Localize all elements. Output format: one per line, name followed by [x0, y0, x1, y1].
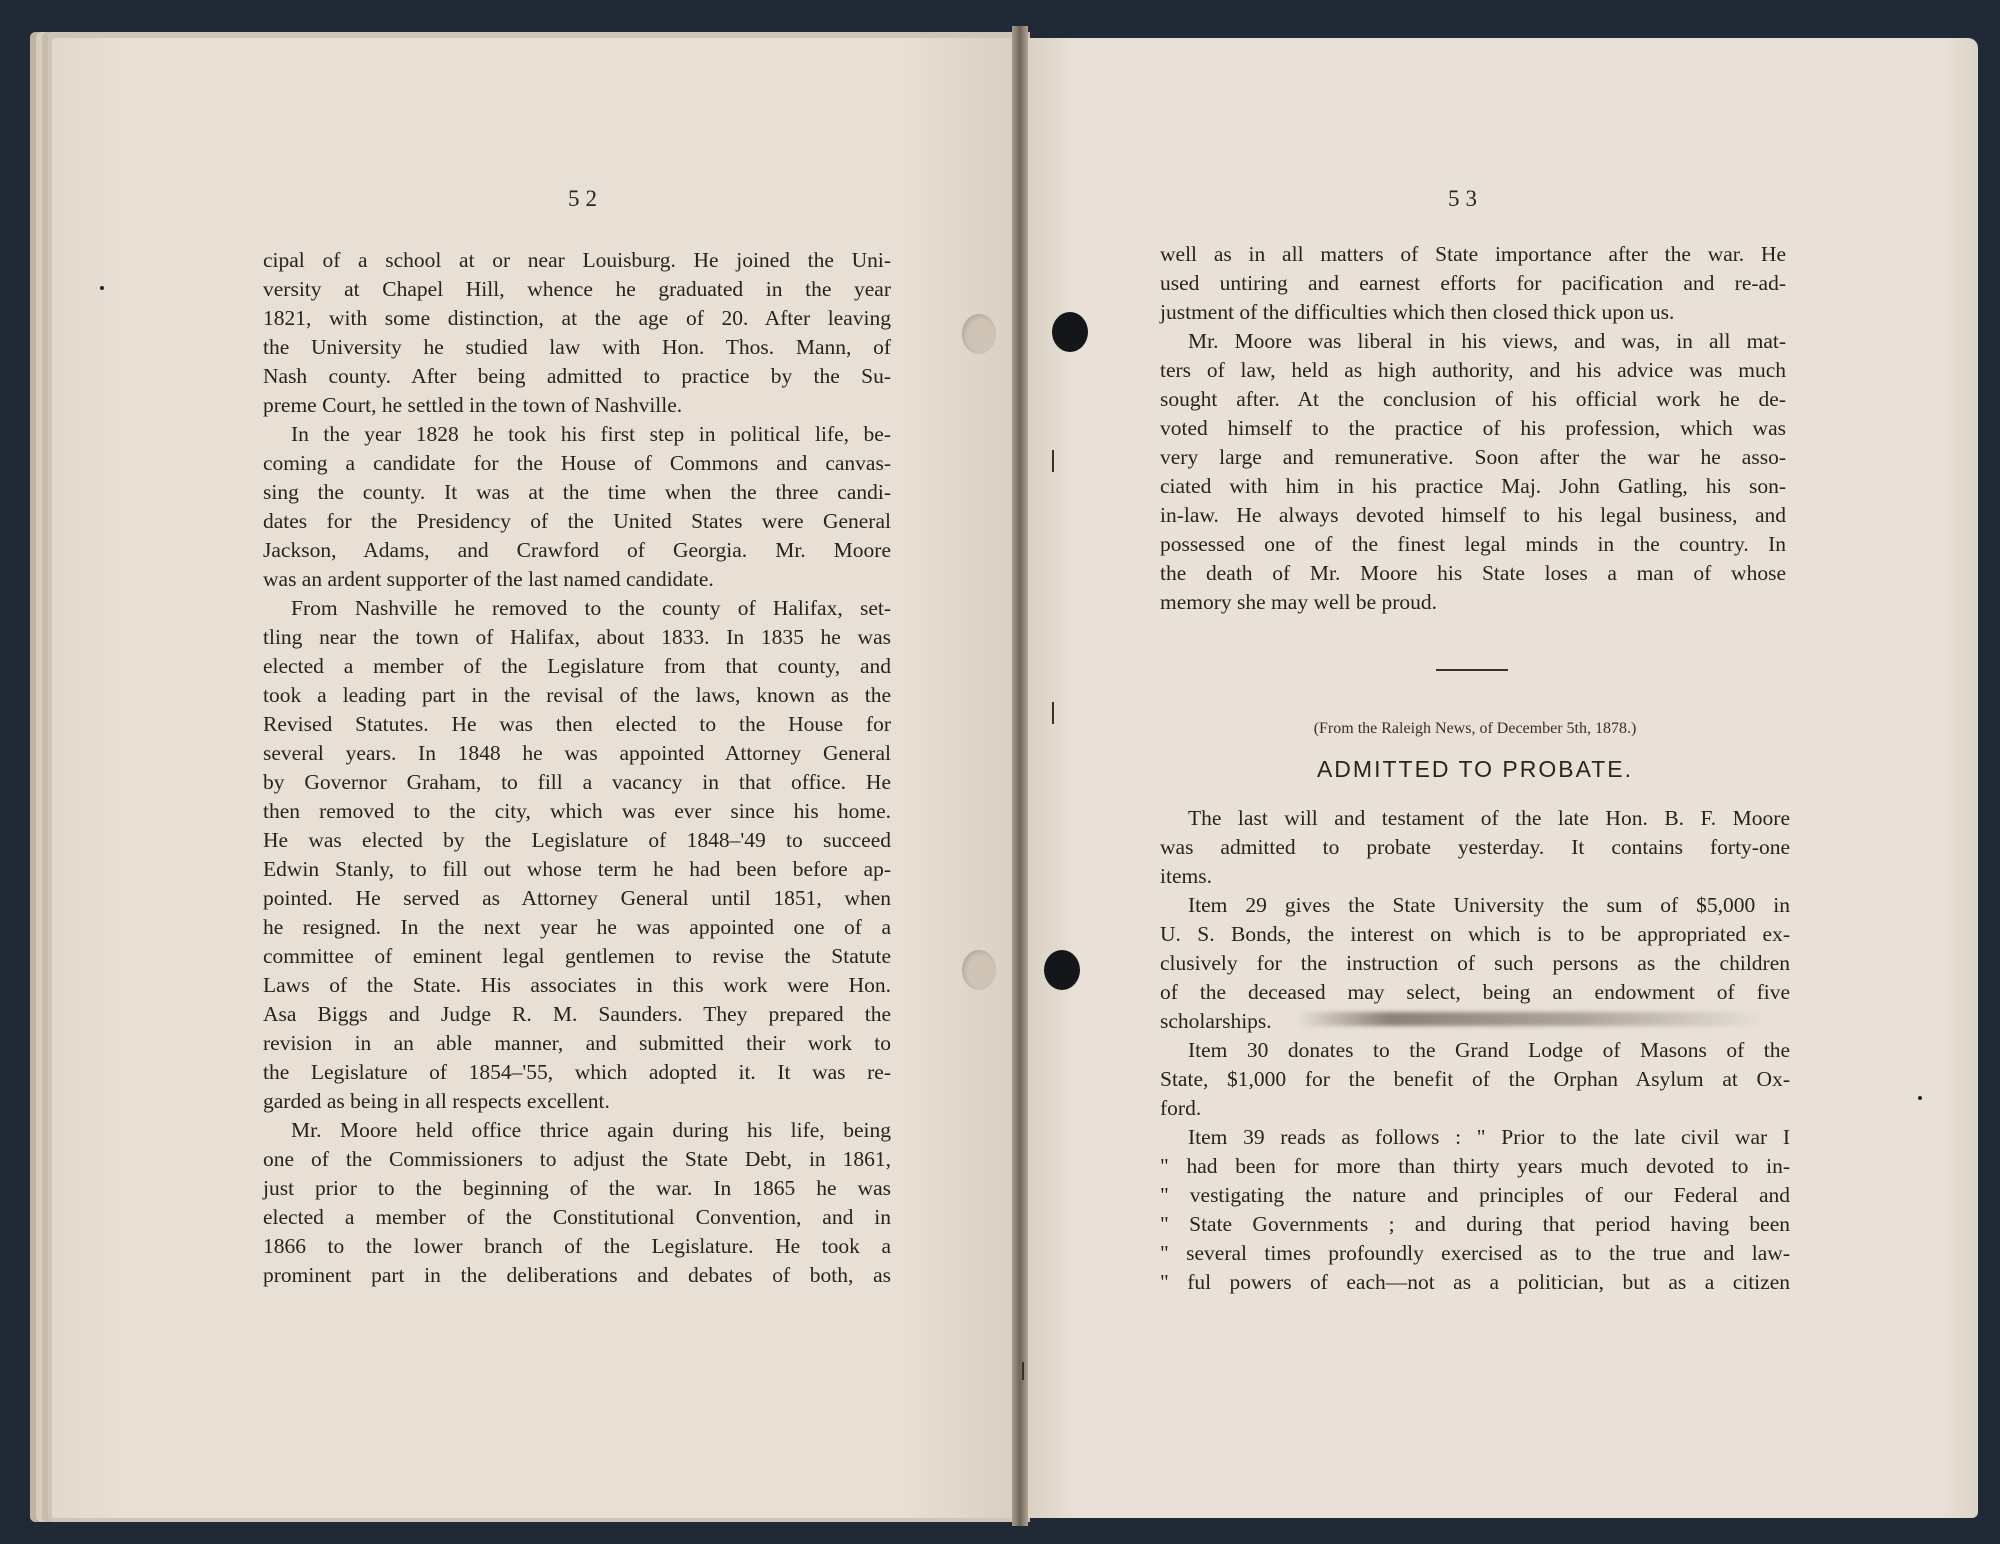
- text-line: The last will and testament of the late Hon. B. F. Moore: [1188, 806, 1790, 830]
- text-line: cipal of a school at or near Louisburg. He joined the Uni-: [263, 248, 891, 272]
- text-line: the Legislature of 1854–'55, which adopted it. It was re-: [263, 1060, 891, 1084]
- text-line: in-law. He always devoted himself to his legal business, and: [1160, 503, 1786, 527]
- text-line: Item 29 gives the State University the sum of $5,000 in: [1188, 893, 1790, 917]
- text-line: State, $1,000 for the benefit of the Orphan Asylum at Ox-: [1160, 1067, 1790, 1091]
- crease-mark: [1052, 702, 1054, 724]
- text-line: Item 39 reads as follows : " Prior to the late civil war I: [1188, 1125, 1790, 1149]
- text-line: elected a member of the Constitutional Convention, and in: [263, 1205, 891, 1229]
- text-line: versity at Chapel Hill, whence he graduated in the year: [263, 277, 891, 301]
- text-line: Nash county. After being admitted to practice by the Su-: [263, 364, 891, 388]
- text-line: tling near the town of Halifax, about 1833. In 1835 he was: [263, 625, 891, 649]
- text-line: used untiring and earnest efforts for pacification and re-ad-: [1160, 271, 1786, 295]
- text-line: sing the county. It was at the time when the three candi-: [263, 480, 891, 504]
- text-line: was admitted to probate yesterday. It contains forty-one: [1160, 835, 1790, 859]
- text-line: garded as being in all respects excellent.: [263, 1089, 610, 1113]
- text-line: In the year 1828 he took his first step in political life, be-: [291, 422, 891, 446]
- crease-mark: [1022, 1362, 1024, 1380]
- text-line: Jackson, Adams, and Crawford of Georgia. Mr. Moore: [263, 538, 891, 562]
- text-line: ford.: [1160, 1096, 1202, 1120]
- text-line: memory she may well be proud.: [1160, 590, 1438, 614]
- text-line: sought after. At the conclusion of his official work he de-: [1160, 387, 1786, 411]
- text-line: revision in an able manner, and submitted their work to: [263, 1031, 891, 1055]
- text-line: ciated with him in his practice Maj. John Gatling, his son-: [1160, 474, 1786, 498]
- text-line: the death of Mr. Moore his State loses a man of whose: [1160, 561, 1786, 585]
- right-page-body-text: [1160, 240, 1786, 617]
- text-line: " State Governments ; and during that period having been: [1160, 1212, 1790, 1236]
- book-gutter: [1012, 26, 1028, 1526]
- crease-mark: [1052, 450, 1054, 472]
- text-line: was an ardent supporter of the last named candidate.: [263, 567, 714, 591]
- text-line: Edwin Stanly, to fill out whose term he had been before ap-: [263, 857, 891, 881]
- text-line: took a leading part in the revisal of the laws, known as the: [263, 683, 891, 707]
- text-line: Laws of the State. His associates in this work were Hon.: [263, 973, 891, 997]
- ink-speck: [1918, 1096, 1922, 1100]
- source-citation: (From the Raleigh News, of December 5th, 1878.): [1313, 720, 1637, 737]
- text-line: He was elected by the Legislature of 1848–'49 to succeed: [263, 828, 891, 852]
- text-line: very large and remunerative. Soon after the war he asso-: [1160, 445, 1786, 469]
- section-heading: ADMITTED TO PROBATE.: [1316, 756, 1634, 782]
- text-line: the University he studied law with Hon. Thos. Mann, of: [263, 335, 891, 359]
- text-line: " several times profoundly exercised as to the true and law-: [1160, 1241, 1790, 1265]
- section-divider-rule: [1436, 669, 1508, 671]
- text-line: 1866 to the lower branch of the Legislature. He took a: [263, 1234, 891, 1258]
- text-line: " vestigating the nature and principles of our Federal and: [1160, 1183, 1790, 1207]
- page-number-right: 53: [1448, 186, 1483, 211]
- text-line: well as in all matters of State importance after the war. He: [1160, 242, 1786, 266]
- text-line: " ful powers of each—not as a politician, but as a citizen: [1160, 1270, 1790, 1294]
- text-line: scholarships.: [1160, 1009, 1272, 1033]
- text-line: by Governor Graham, to fill a vacancy in that office. He: [263, 770, 891, 794]
- text-line: ters of law, held as high authority, and his advice was much: [1160, 358, 1786, 382]
- text-line: pointed. He served as Attorney General until 1851, when: [263, 886, 891, 910]
- binding-hole-left-lower: [962, 950, 996, 990]
- text-line: Revised Statutes. He was then elected to the House for: [263, 712, 891, 736]
- text-line: 1821, with some distinction, at the age of 20. After leaving: [263, 306, 891, 330]
- text-line: " had been for more than thirty years much devoted to in-: [1160, 1154, 1790, 1178]
- binding-hole-right-lower: [1044, 950, 1080, 990]
- ink-smudge: [1296, 1012, 1766, 1026]
- text-line: coming a candidate for the House of Commons and canvas-: [263, 451, 891, 475]
- text-line: just prior to the beginning of the war. In 1865 he was: [263, 1176, 891, 1200]
- text-line: items.: [1160, 864, 1212, 888]
- binding-hole-left-upper: [962, 314, 996, 354]
- text-line: dates for the Presidency of the United States were General: [263, 509, 891, 533]
- text-line: Mr. Moore was liberal in his views, and was, in all mat-: [1188, 329, 1786, 353]
- text-line: elected a member of the Legislature from that county, and: [263, 654, 891, 678]
- text-line: committee of eminent legal gentlemen to revise the Statute: [263, 944, 891, 968]
- text-line: possessed one of the finest legal minds in the country. In: [1160, 532, 1786, 556]
- probate-article-text: [1160, 804, 1790, 1297]
- text-line: Asa Biggs and Judge R. M. Saunders. They prepared the: [263, 1002, 891, 1026]
- text-line: Mr. Moore held office thrice again during his life, being: [291, 1118, 891, 1142]
- text-line: prominent part in the deliberations and debates of both, as: [263, 1263, 891, 1287]
- text-line: voted himself to the practice of his profession, which was: [1160, 416, 1786, 440]
- ink-speck: [100, 286, 104, 290]
- text-line: one of the Commissioners to adjust the State Debt, in 1861,: [263, 1147, 891, 1171]
- text-line: preme Court, he settled in the town of Nashville.: [263, 393, 683, 417]
- text-line: he resigned. In the next year he was appointed one of a: [263, 915, 891, 939]
- text-line: justment of the difficulties which then closed thick upon us.: [1160, 300, 1675, 324]
- page-number-left: 52: [568, 186, 603, 211]
- text-line: then removed to the city, which was ever since his home.: [263, 799, 891, 823]
- text-line: Item 30 donates to the Grand Lodge of Masons of the: [1188, 1038, 1790, 1062]
- text-line: several years. In 1848 he was appointed Attorney General: [263, 741, 891, 765]
- text-line: From Nashville he removed to the county of Halifax, set-: [291, 596, 891, 620]
- text-line: U. S. Bonds, the interest on which is to be appropriated ex-: [1160, 922, 1790, 946]
- left-page-body-text: [263, 246, 891, 1290]
- text-line: of the deceased may select, being an endowment of five: [1160, 980, 1790, 1004]
- text-line: clusively for the instruction of such persons as the children: [1160, 951, 1790, 975]
- binding-hole-right-upper: [1052, 312, 1088, 352]
